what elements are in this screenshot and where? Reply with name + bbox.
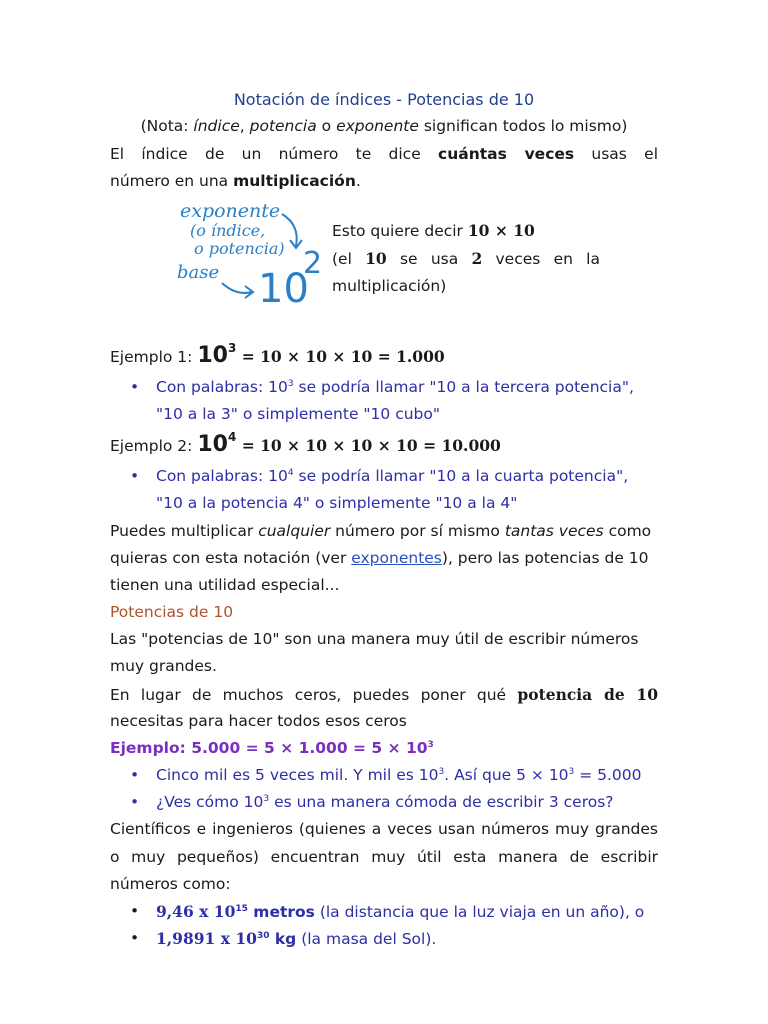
superscript: 3	[427, 740, 434, 750]
base-arrow	[222, 283, 252, 293]
base-arrowhead	[245, 286, 253, 298]
para-4-line-2: o muy pequeños) encuentran muy útil esta manera de escribir	[110, 848, 658, 866]
note-line	[0, 117, 768, 135]
diagram-text: se usa	[386, 250, 472, 268]
intro-text: El índice de un número te dice	[110, 145, 439, 163]
diagram-bold: 2	[471, 249, 483, 268]
intro-text: .	[355, 172, 361, 190]
intro-text: número en una	[110, 172, 234, 190]
bullet-text	[156, 925, 660, 953]
list-unit: metros	[247, 903, 315, 921]
example-base: 10	[197, 432, 228, 457]
bullet-dot: •	[130, 793, 140, 811]
bullet-text-part: Con palabras: 10	[156, 378, 288, 396]
diagram-exponent-two: 2	[303, 246, 323, 281]
note-word-exponente: exponente	[336, 117, 419, 135]
example-label: Ejemplo 2:	[110, 437, 198, 455]
para-3-line-1	[110, 681, 658, 709]
example-label: Ejemplo 1:	[110, 348, 198, 366]
bullet-dot: •	[130, 902, 140, 920]
example-2	[110, 430, 658, 461]
diagram-o-potencia-label: o potencia)	[194, 239, 285, 258]
list-number: 9,46 x 10	[156, 902, 236, 921]
intro-line-1	[110, 141, 658, 168]
example-equation: = 10 × 10 × 10 = 1.000	[236, 347, 445, 366]
note-sep: o	[316, 117, 337, 135]
para-text: quieras con esta notación (ver	[110, 549, 352, 567]
note-rest: significan todos lo mismo)	[418, 117, 628, 135]
bullet-text-part: . Así que 5 × 10	[444, 766, 569, 784]
intro-line-2	[110, 168, 658, 195]
page-title: Notación de índices - Potencias de 10	[233, 90, 535, 109]
exponentes-link[interactable]: exponentes	[351, 549, 442, 567]
section-heading: Potencias de 10	[110, 603, 234, 621]
bullet-text-part: Con palabras: 10	[156, 467, 288, 485]
example-3-text: Ejemplo: 5.000 = 5 × 1.000 = 5 × 10	[110, 739, 428, 757]
diagram-line-1	[332, 217, 600, 245]
bullet-dot: •	[130, 766, 140, 784]
para-italic: tantas veces	[504, 522, 604, 540]
bullet-text-part: Cinco mil es 5 veces mil. Y mil es 10	[156, 766, 439, 784]
para-1-line-3: tienen una utilidad especial...	[110, 576, 340, 594]
note-word-potencia: potencia	[249, 117, 317, 135]
para-bold: potencia de 10	[517, 685, 658, 704]
bullet-text-part: = 5.000	[574, 766, 642, 784]
superscript: 4	[287, 468, 294, 478]
para-1-line-1	[110, 518, 658, 545]
list-description: (la distancia que la luz viaja en un año), o	[314, 903, 645, 921]
example-3	[110, 735, 658, 762]
diagram-line-3	[332, 272, 600, 300]
bullet-dot: •	[130, 378, 140, 396]
para-4-line-1: Científicos e ingenieros (quienes a veces usan números muy grandes	[110, 820, 658, 838]
bullet-text-part: "10 a la potencia 4" o simplemente "10 a la 4"	[156, 494, 518, 512]
bullet-text-part: se podría llamar "10 a la cuarta potencia",	[293, 467, 629, 485]
para-2-line-1: Las "potencias de 10" son una manera muy útil de escribir números	[110, 630, 639, 648]
list-unit: kg	[269, 930, 297, 948]
para-3-line-2: necesitas para hacer todos esos ceros	[110, 712, 407, 730]
bullet-text	[156, 789, 660, 816]
superscript: 3	[263, 794, 270, 804]
para-text: como	[603, 522, 652, 540]
intro-text: usas el	[574, 145, 658, 163]
bullet-dot: •	[130, 467, 140, 485]
para-text: número por sí mismo	[330, 522, 505, 540]
para-1-line-2	[110, 545, 658, 572]
exponent-arrowhead	[290, 240, 302, 248]
para-text: ), pero las potencias de 10	[441, 549, 649, 567]
para-2-line-2: muy grandes.	[110, 657, 217, 675]
example-exponent: 3	[227, 341, 237, 355]
note-word-indice: índice	[193, 117, 240, 135]
list-description: (la masa del Sol).	[296, 930, 437, 948]
superscript: 3	[568, 767, 575, 777]
bullet-text	[156, 463, 660, 517]
bullet-text-part: se podría llamar "10 a la tercera potencia",	[293, 378, 634, 396]
superscript: 15	[235, 904, 248, 914]
bullet-text-part: "10 a la 3" o simplemente "10 cubo"	[156, 405, 441, 423]
diagram-bold: 10 × 10	[467, 221, 535, 240]
superscript: 3	[287, 379, 294, 389]
diagram-exponente-label: exponente	[180, 200, 281, 222]
intro-bold: multiplicación	[233, 172, 356, 190]
note-sep: ,	[239, 117, 250, 135]
para-italic: cualquier	[258, 522, 331, 540]
bullet-text	[156, 898, 660, 926]
diagram-line-2	[332, 245, 600, 273]
example-1	[110, 341, 658, 372]
example-exponent: 4	[227, 430, 237, 444]
note-open: (Nota:	[140, 117, 194, 135]
list-number: 1,9891 x 10	[156, 929, 257, 948]
example-base: 10	[197, 343, 228, 368]
bullet-text-part: ¿Ves cómo 10	[156, 793, 264, 811]
diagram-text: Esto quiere decir	[332, 222, 468, 240]
para-text: Puedes multiplicar	[110, 522, 259, 540]
superscript: 30	[256, 931, 270, 941]
diagram-o-indice-label: (o índice,	[190, 221, 266, 240]
superscript: 3	[438, 767, 445, 777]
diagram-text: veces en la	[482, 250, 600, 268]
bullet-text-part: es una manera cómoda de escribir 3 ceros?	[269, 793, 614, 811]
diagram-bold: 10	[365, 249, 387, 268]
para-text: En lugar de muchos ceros, puedes poner qué	[110, 686, 518, 704]
bullet-dot: •	[130, 929, 140, 947]
diagram-text: multiplicación)	[332, 277, 447, 295]
example-equation: = 10 × 10 × 10 × 10 = 10.000	[236, 436, 501, 455]
diagram-base-label: base	[177, 262, 220, 283]
diagram-base-ten: 10	[258, 266, 309, 312]
diagram-text: (el	[332, 250, 366, 268]
bullet-text	[156, 374, 660, 428]
para-4-line-3: números como:	[110, 875, 231, 893]
intro-bold: cuántas veces	[438, 145, 575, 163]
bullet-text	[156, 762, 660, 789]
